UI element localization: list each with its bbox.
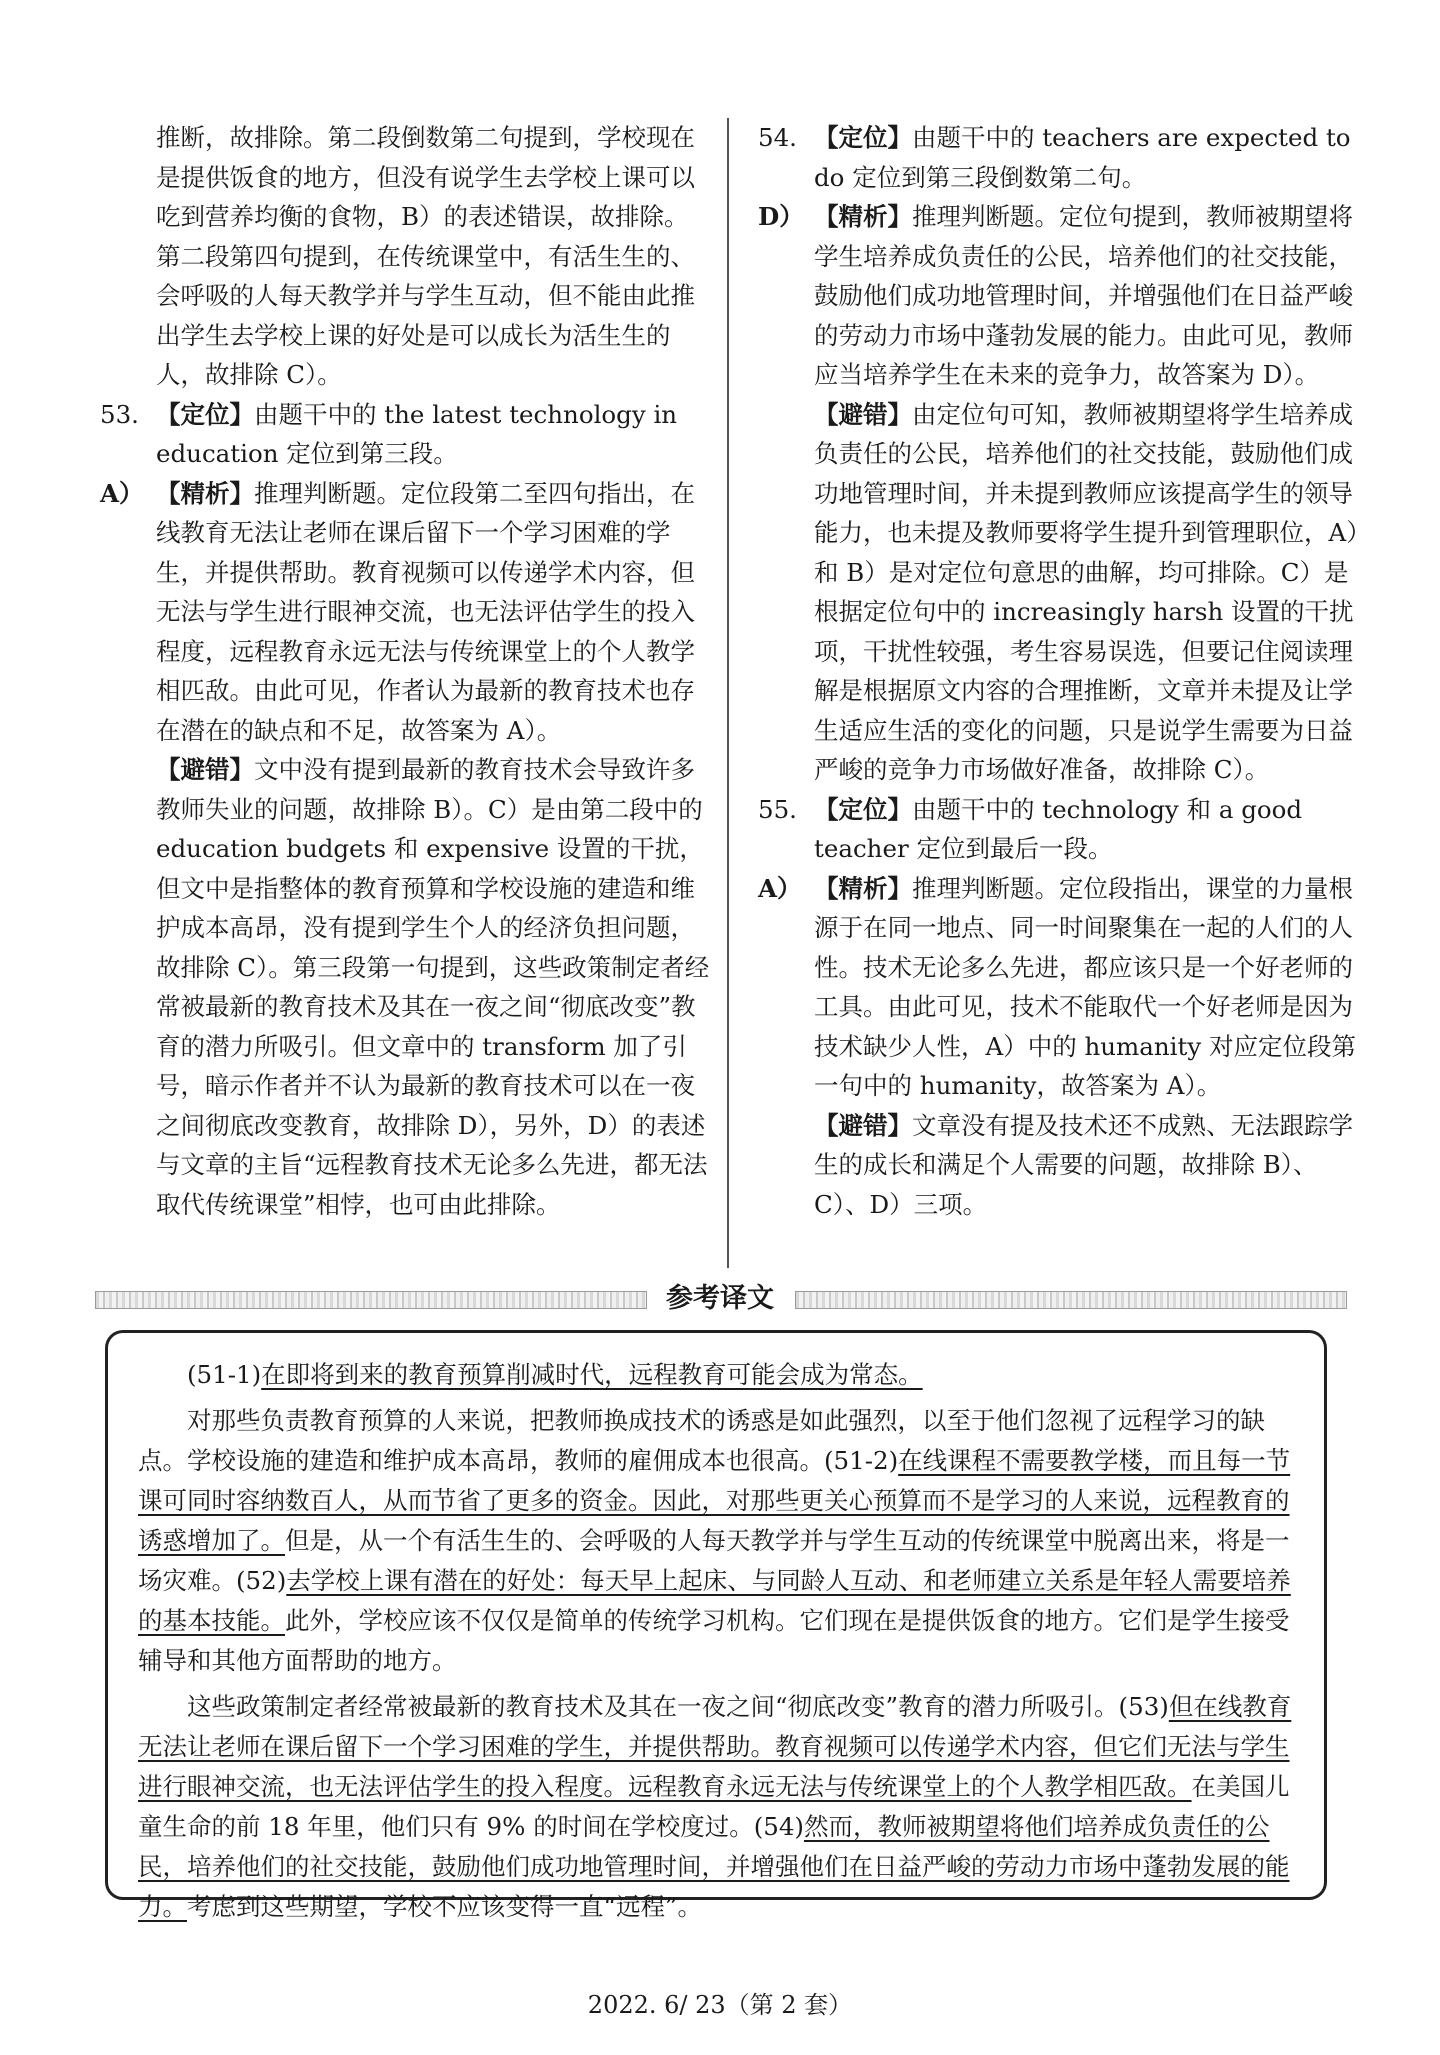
question-marker: (54)	[753, 1812, 804, 1841]
plain-text: 在美国儿童生命的前 18 年里，他们只有 9% 的时间在学校度过。	[138, 1772, 1290, 1841]
question-marker: (52)	[236, 1566, 287, 1595]
left-column	[100, 118, 712, 1224]
locate-tag: 【定位】	[814, 123, 912, 152]
question-number: 55.	[758, 794, 797, 824]
locate-tag: 【定位】	[814, 794, 912, 824]
translation-paragraph	[138, 1401, 1298, 1681]
q53-locate	[100, 395, 712, 474]
q54-avoid	[758, 395, 1362, 790]
underlined-sentence: 在即将到来的教育预算削减时代，远程教育可能会成为常态。	[261, 1360, 923, 1389]
decorative-band	[95, 1291, 647, 1309]
q53-analysis	[100, 474, 712, 751]
plain-text: 此外，学校应该不仅仅是简单的传统学习机构。它们现在是提供饭食的地方。它们是学生接受辅导和其他方面帮助的地方。	[138, 1606, 1290, 1675]
right-column	[758, 118, 1362, 1224]
analysis-tag: 【精析】	[814, 202, 912, 231]
question-number: 53.	[100, 399, 139, 429]
plain-text: 这些政策制定者经常被最新的教育技术及其在一夜之间“彻底改变”教育的潜力所吸引。	[187, 1692, 1119, 1721]
locate-text: 由题干中的 technology 和 a good teacher 定位到最后一段。	[814, 794, 1303, 863]
underlined-sentence: 在线课程不需要教学楼，而且每一节课可同时容纳数百人，从而节省了更多的资金。因此，对那些更关心预算而不是学习的人来说，远程教育的诱惑增加了。	[138, 1446, 1291, 1555]
analysis-text: 推理判断题。定位段指出，课堂的力量根源于在同一地点、同一时间聚集在一起的人们的人性。技术无论多么先进，都应该只是一个好老师的工具。由此可见，技术不能取代一个好老师是因为技术缺少人性，A）中的 humanity 对应定位段第一句中的 humanity，故答案为 A）。	[814, 873, 1356, 1100]
underlined-sentence: 但在线教育无法让老师在课后留下一个学习困难的学生，并提供帮助。教育视频可以传递学术内容，但它们无法与学生进行眼神交流，也无法评估学生的投入程度。远程教育永远无法与传统课堂上的个人教学相匹敌。	[138, 1692, 1292, 1801]
answer-letter: A）	[758, 873, 802, 903]
question-54	[758, 118, 1362, 790]
avoid-text: 文中没有提到最新的教育技术会导致许多教师失业的问题，故排除 B）。C）是由第二段中的 education budgets 和 expensive 设置的干扰，但文中是指整体的教育预算和学校设施的建造和维护成本高昂，没有提到学生个人的经济负担问题，故排除 C）。第三段第一句提到，这些政策制定者经常被最新的教育技术及其在一夜之间“彻底改变”教育的潜力所吸引。但文章中的 transform 加了引号，暗示作者并不认为最新的教育技术可以在一夜之间彻底改变教育，故排除 D），另外，D）的表述与文章的主旨“远程教育技术无论多么先进，都无法取代传统课堂”相悖，也可由此排除。	[156, 755, 710, 1219]
question-55	[758, 790, 1362, 1225]
question-53	[100, 395, 712, 1225]
q55-locate	[758, 790, 1362, 869]
translation-paragraph	[138, 1687, 1298, 1927]
underlined-sentence: 去学校上课有潜在的好处：每天早上起床、与同龄人互动、和老师建立关系是年轻人需要培养的基本技能。	[138, 1566, 1291, 1635]
question-marker: (53)	[1118, 1692, 1169, 1721]
q55-analysis	[758, 869, 1362, 1106]
q55-avoid	[758, 1106, 1362, 1225]
avoid-tag: 【避错】	[814, 399, 912, 429]
q54-locate	[758, 118, 1362, 197]
analysis-tag: 【精析】	[156, 478, 254, 508]
q53-avoid	[100, 750, 712, 1224]
translation-box	[105, 1330, 1327, 1921]
plain-text: 考虑到这些期望，学校不应该变得一直“远程”。	[187, 1892, 703, 1921]
plain-text: 对那些负责教育预算的人来说，把教师换成技术的诱惑是如此强烈，以至于他们忽视了远程学习的缺点。学校设施的建造和维护成本高昂，教师的雇佣成本也很高。	[138, 1406, 1265, 1475]
avoid-text: 由定位句可知，教师被期望将学生培养成负责任的公民，培养他们的社交技能，鼓励他们成功地管理时间，并未提到教师应该提高学生的领导能力，也未提及教师要将学生提升到管理职位，A）和 B）是对定位句意思的曲解，均可排除。C）是根据定位句中的 increasingly harsh 设置的干扰项，干扰性较强，考生容易误选，但要记住阅读理解是根据原文内容的合理推断，文章并未提及让学生适应生活的变化的问题，只是说学生需要为日益严峻的竞争力市场做好准备，故排除 C）。	[814, 399, 1359, 784]
question-number: 54.	[758, 123, 797, 152]
avoid-text: 文章没有提及技术还不成熟、无法跟踪学生的成长和满足个人需要的问题，故排除 B）、C）、D）三项。	[814, 1110, 1353, 1219]
q54-analysis	[758, 197, 1362, 395]
locate-text: 由题干中的 teachers are expected to do 定位到第三段倒数第二句。	[814, 123, 1351, 192]
avoid-tag: 【避错】	[156, 755, 254, 784]
locate-text: 由题干中的 the latest technology in education 定位到第三段。	[156, 399, 678, 468]
analysis-tag: 【精析】	[814, 873, 912, 903]
translation-paragraph	[138, 1355, 1298, 1395]
column-divider	[727, 118, 729, 1268]
section-title: 参考译文	[666, 1283, 774, 1314]
page-footer: 2022. 6/ 23（第 2 套）	[587, 1991, 853, 2019]
avoid-tag: 【避错】	[814, 1110, 912, 1140]
question-marker: (51-1)	[187, 1360, 262, 1389]
answer-letter: A）	[100, 478, 144, 508]
section-header	[95, 1282, 1345, 1316]
question-marker: (51-2)	[824, 1446, 899, 1475]
analysis-text: 推理判断题。定位段第二至四句指出，在线教育无法让老师在课后留下一个学习困难的学生，并提供帮助。教育视频可以传递学术内容，但无法与学生进行眼神交流，也无法评估学生的投入程度，远程教育永远无法与传统课堂上的个人教学相匹敌。由此可见，作者认为最新的教育技术也存在潜在的缺点和不足，故答案为 A）。	[156, 478, 695, 745]
locate-tag: 【定位】	[156, 399, 254, 429]
analysis-text: 推理判断题。定位句提到，教师被期望将学生培养成负责任的公民，培养他们的社交技能，鼓励他们成功地管理时间，并增强他们在日益严峻的劳动力市场中蓬勃发展的能力。由此可见，教师应当培养学生在未来的竞争力，故答案为 D）。	[814, 202, 1353, 389]
underlined-sentence: 然而，教师被期望将他们培养成负责任的公民，培养他们的社交技能，鼓励他们成功地管理时间，并增强他们在日益严峻的劳动力市场中蓬勃发展的能力。	[138, 1812, 1290, 1921]
plain-text: 但是，从一个有活生生的、会呼吸的人每天教学并与学生互动的传统课堂中脱离出来，将是一场灾难。	[138, 1526, 1290, 1595]
decorative-band	[795, 1291, 1347, 1309]
answer-letter: D）	[758, 202, 804, 231]
q52-continuation: 推断，故排除。第二段倒数第二句提到，学校现在是提供饭食的地方，但没有说学生去学校上课可以吃到营养均衡的食物，B）的表述错误，故排除。第二段第四句提到，在传统课堂中，有活生生的、会呼吸的人每天教学并与学生互动，但不能由此推出学生去学校上课的好处是可以成长为活生生的人，故排除 C）。	[156, 123, 695, 389]
